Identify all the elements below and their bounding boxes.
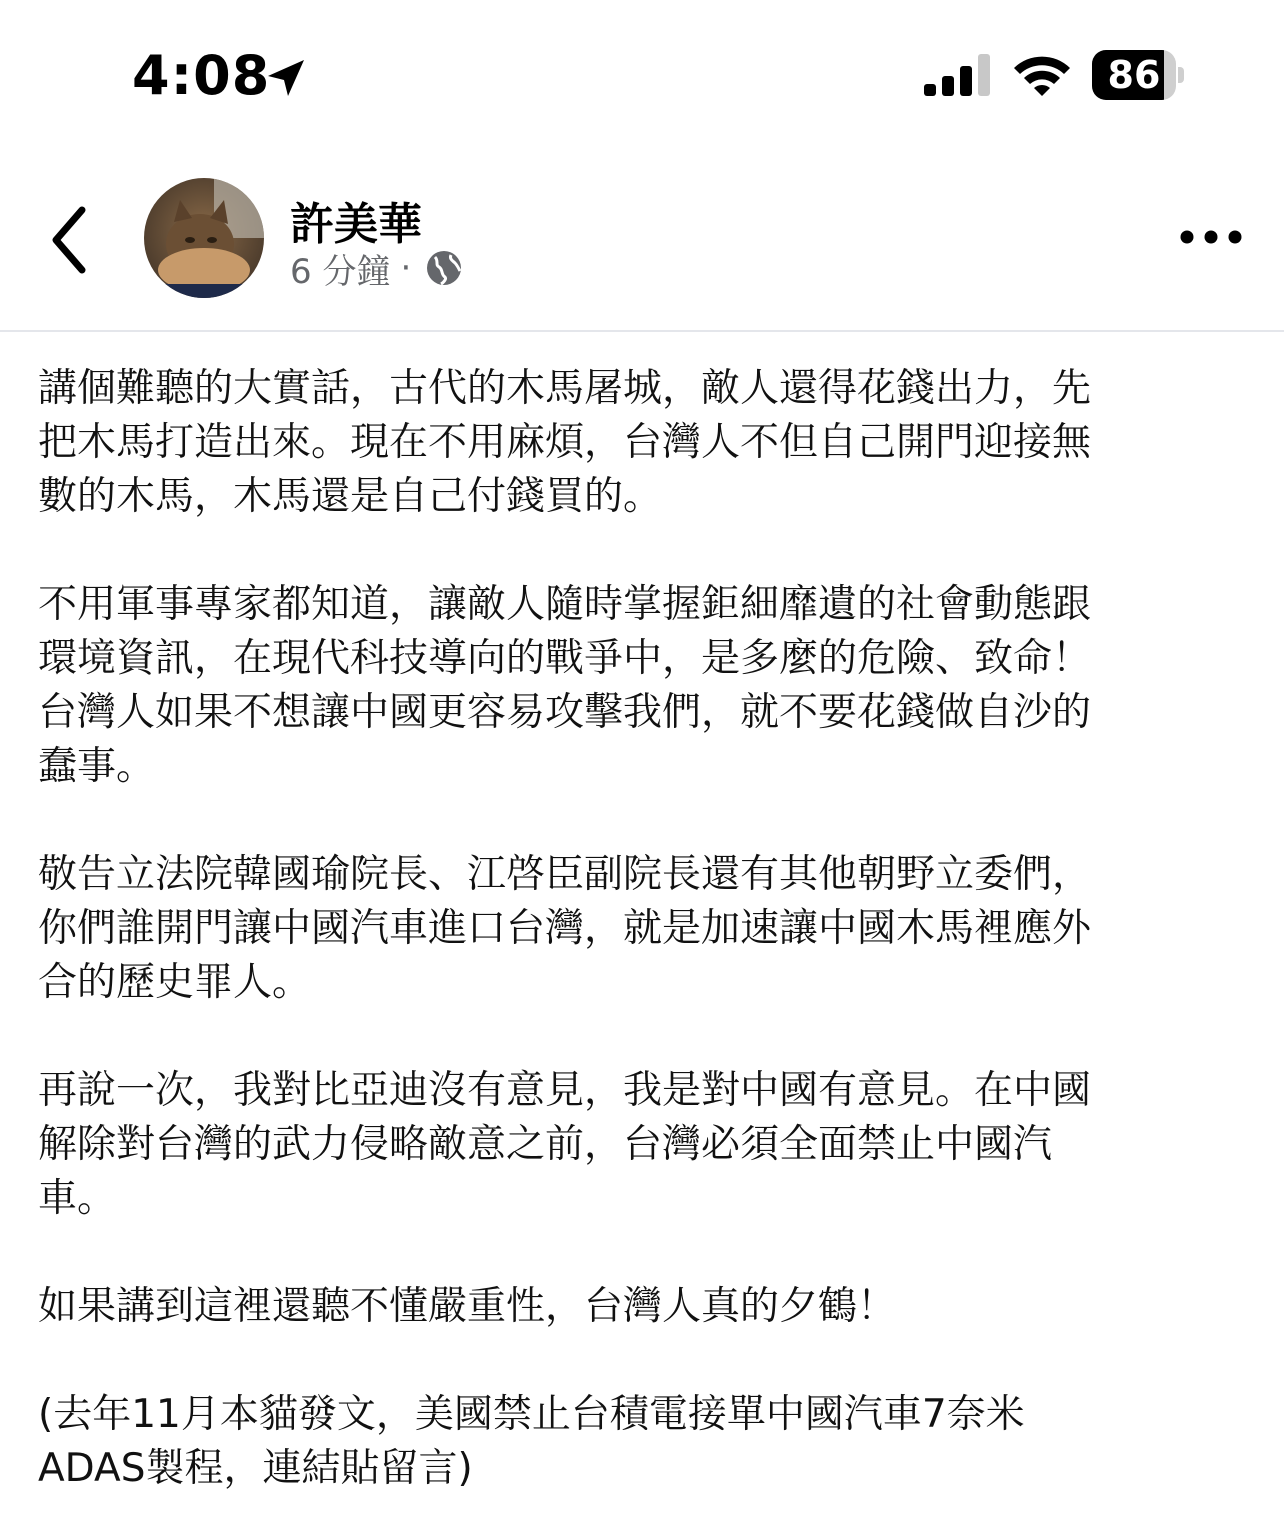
back-chevron-icon[interactable] [40,200,100,280]
author-name[interactable]: 許美華 [290,199,422,250]
post-timestamp[interactable]: 6 分鐘 [290,251,391,292]
avatar[interactable] [144,178,264,298]
post-paragraph: 如果講到這裡還聽不懂嚴重性，台灣人真的夕鶴！ [38,1284,897,1329]
more-options-icon[interactable] [1176,222,1246,252]
post-paragraph: (去年11月本貓發文，美國禁止台積電接單中國汽車7奈米 ADAS製程，連結貼留言) [38,1392,1025,1491]
post-header [0,150,1284,330]
header-divider [0,330,1284,332]
battery-icon [1092,50,1188,100]
wifi-icon [1010,50,1074,100]
post-paragraph: 再說一次，我對比亞迪沒有意見，我是對中國有意見。在中國 解除對台灣的武力侵略敵意之前，台灣必須全面禁止中國汽 車。 [38,1068,1092,1221]
post-paragraph: 敬告立法院韓國瑜院長、江啓臣副院長還有其他朝野立委們， 你們誰開門讓中國汽車進口台灣，就是加速讓中國木馬裡應外 合的歷史罪人。 [38,852,1092,1005]
cellular-signal-icon [922,52,994,98]
post-paragraph: 講個難聽的大實話，古代的木馬屠城，敵人還得花錢出力，先 把木馬打造出來。現在不用麻煩，台灣人不但自己開門迎接無 數的木馬，木馬還是自己付錢買的。 [38,366,1092,519]
battery-level: 86 [1107,53,1161,97]
location-arrow-icon [262,56,308,102]
status-time: 4:08 [132,44,271,107]
post-body [38,362,1248,1496]
meta-separator: · [400,248,412,288]
post-paragraph: 不用軍事專家都知道，讓敵人隨時掌握鉅細靡遺的社會動態跟 環境資訊，在現代科技導向的戰爭中，是多麼的危險、致命！ 台灣人如果不想讓中國更容易攻擊我們，就不要花錢做自沙的 蠢事。 [38,582,1092,789]
post-meta [290,246,463,290]
globe-icon [425,249,463,287]
status-bar [0,0,1284,150]
